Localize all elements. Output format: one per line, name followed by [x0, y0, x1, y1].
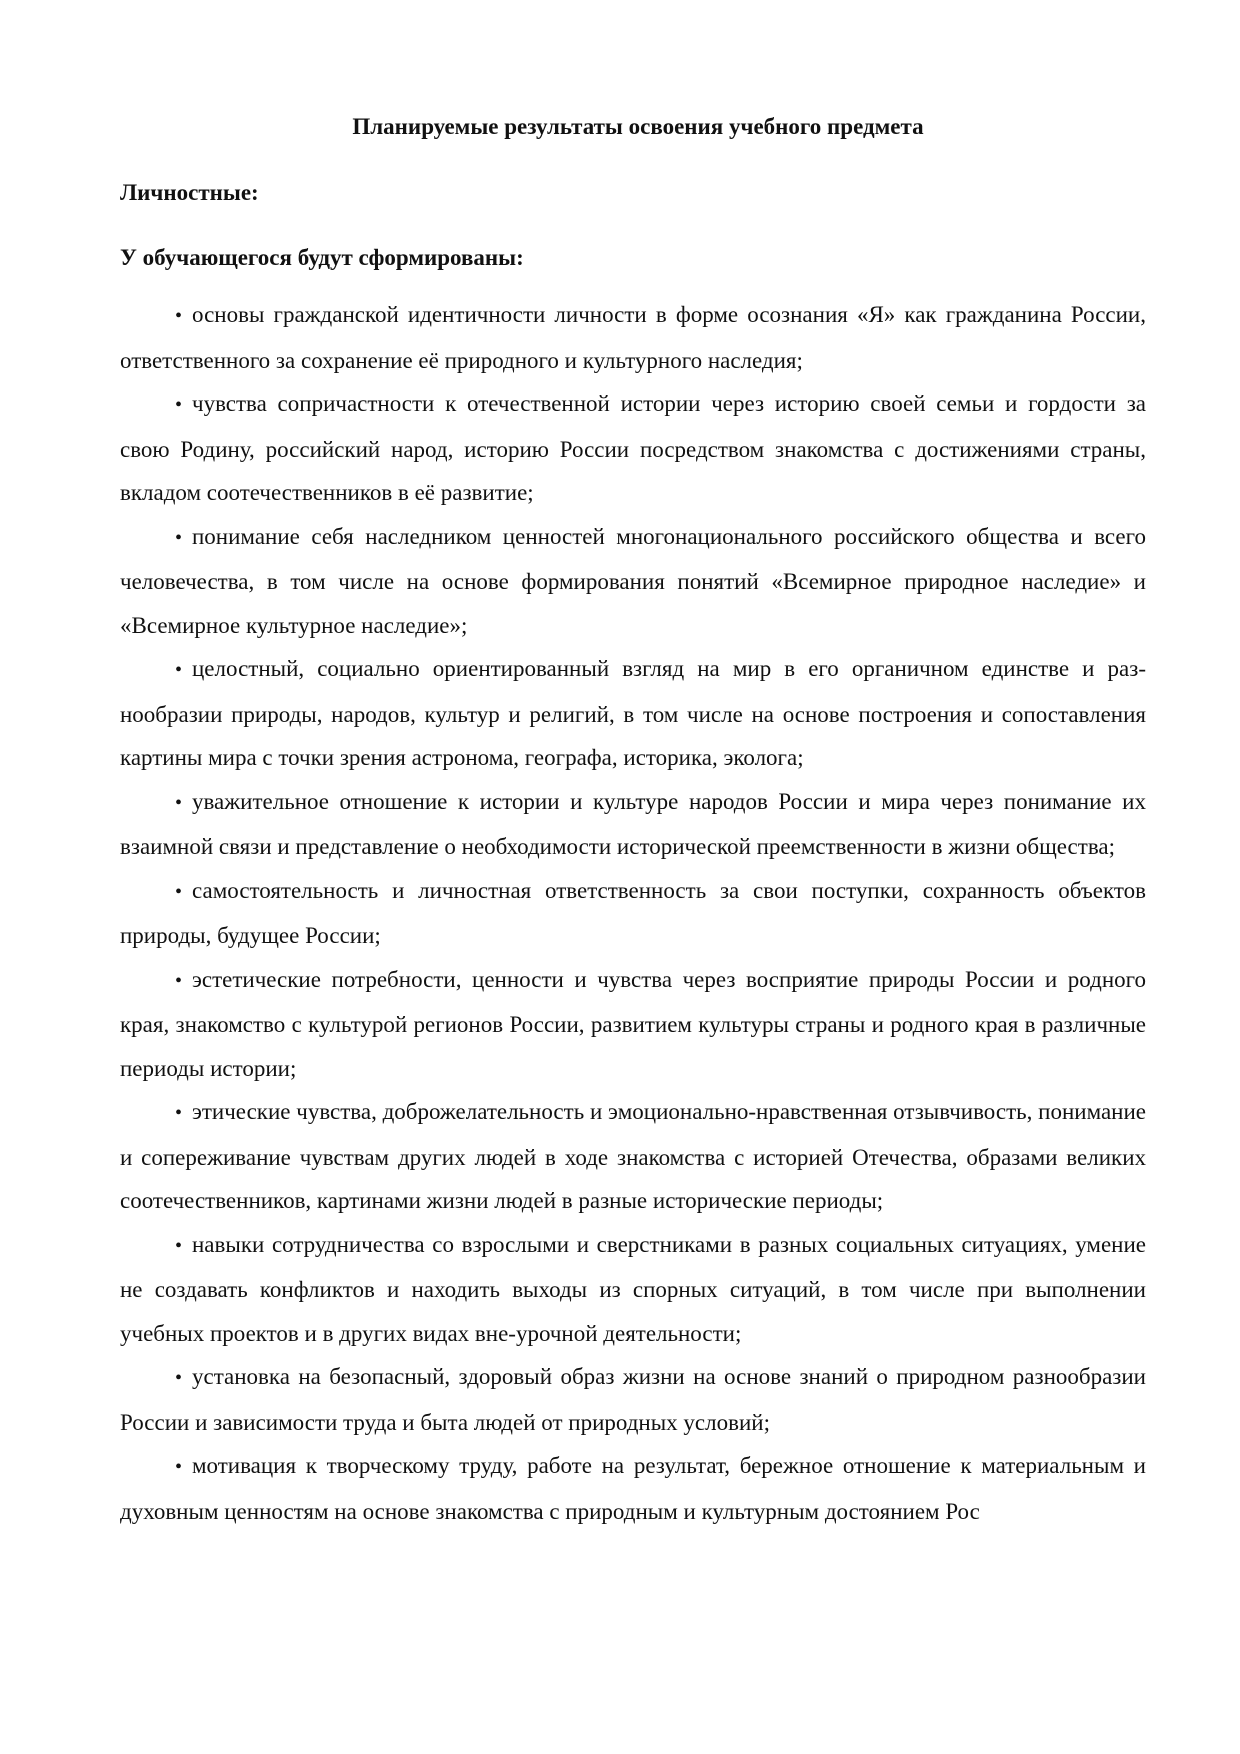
bullet-icon: •: [175, 791, 183, 814]
list-item: [120, 647, 1146, 780]
list-item-text: мотивация к творческому труду, работе на результат, бережное отношение к материальным и духовным ценностям на основе знакомства с природным и культурным достоянием Рос: [120, 1453, 1146, 1524]
bullet-icon: •: [175, 1367, 183, 1389]
list-item-text: чувства сопричастности к отечественной истории через историю своей семьи и гордости за свою Родину, российский народ, историю России посредством знакомства с достижениями страны, вкладом соотечественников в её развитие;: [120, 391, 1146, 505]
list-item-text: навыки сотрудничества со взрослыми и сверстниками в разных социальных ситуациях, умение не создавать конфликтов и находить выходы из спорных ситуаций, в том числе при выполнении учебных проектов и в других видах вне-урочной деятельности;: [120, 1231, 1146, 1346]
bullet-icon: •: [175, 880, 183, 903]
list-item: [120, 293, 1146, 382]
list-item: [120, 1355, 1146, 1444]
bullet-icon: •: [175, 1456, 183, 1478]
intro-label: У обучающегося будут сформированы:: [120, 245, 524, 270]
section-label-personal: Личностные:: [120, 180, 259, 205]
list-item: [120, 1444, 1146, 1533]
results-list: [120, 293, 1146, 1533]
list-item: [120, 1090, 1146, 1223]
list-item: [120, 780, 1146, 869]
list-item-text: уважительное отношение к истории и культуре народов России и мира через понимание их взаимной связи и представление о необходимости исторической преемственности в жизни общества;: [120, 788, 1146, 859]
list-item-text: самостоятельность и личностная ответственность за свои поступки, сохранность объектов природы, будущее России;: [120, 877, 1146, 948]
list-item: [120, 1223, 1146, 1356]
list-item: [120, 515, 1146, 648]
list-item-text: этические чувства, доброжелательность и эмоционально-нравственная отзывчивость, понимание и сопереживание чувствам других людей в ходе знакомства с историей Отечества, образами великих соотечественников, картинами жизни людей в разные исторические периоды;: [120, 1099, 1146, 1213]
document-title: Планируемые результаты освоения учебного предмета: [352, 114, 924, 139]
bullet-icon: •: [175, 1234, 183, 1257]
bullet-icon: •: [175, 394, 183, 416]
list-item: [120, 869, 1146, 958]
document-page: [120, 112, 1146, 1533]
list-item-text: понимание себя наследником ценностей многонационального российского общества и всего человечества, в том числе на основе формирования понятий «Всемирное природное наследие» и «Всемирное культурное наследие»;: [120, 523, 1146, 638]
list-item-text: эстетические потребности, ценности и чувства через восприятие природы России и родного края, знакомство с культурой регионов России, развитием культуры страны и родного края в различные периоды истории;: [120, 966, 1146, 1081]
list-item-text: установка на безопасный, здоровый образ жизни на основе знаний о природном разнообразии России и зависимости труда и быта людей от природных условий;: [120, 1364, 1146, 1435]
bullet-icon: •: [175, 1102, 183, 1124]
bullet-icon: •: [175, 305, 183, 327]
bullet-icon: •: [175, 969, 183, 992]
bullet-icon: •: [175, 659, 183, 681]
list-item-text: целостный, социально ориентированный взгляд на мир в его органичном единстве и разнообразии природы, народов, культур и религий, в том числе на основе построения и сопоставления картины мира с точки зрения астронома, географа, историка, эколога;: [120, 656, 1146, 770]
list-item: [120, 958, 1146, 1091]
bullet-icon: •: [175, 526, 183, 549]
list-item: [120, 382, 1146, 515]
list-item-text: основы гражданской идентичности личности в форме осознания «Я» как гражданина России, ответственного за сохранение её природного и культурного наследия;: [120, 302, 1146, 373]
